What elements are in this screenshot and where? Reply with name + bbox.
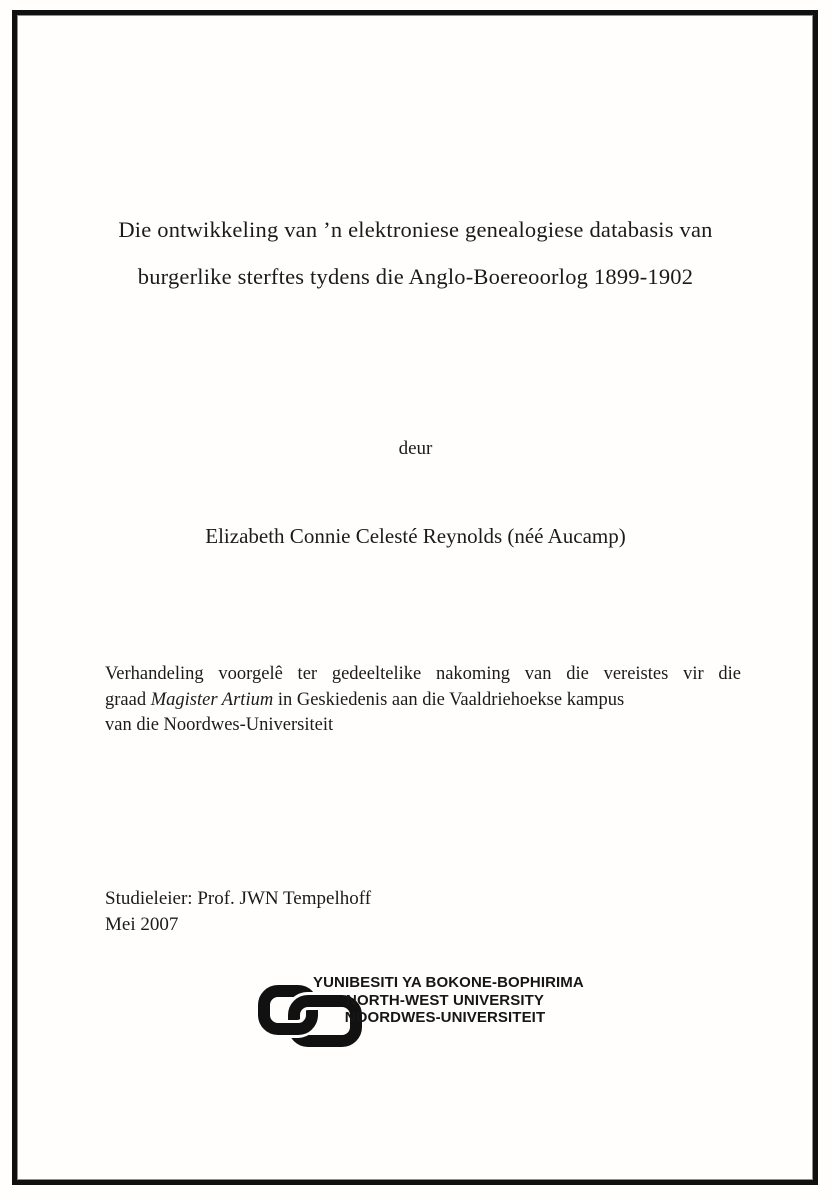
logo-line-english: NORTH-WEST UNIVERSITY <box>346 991 544 1009</box>
degree-statement-line-2 <box>105 688 741 714</box>
nwu-logo-wordmark <box>313 974 584 1027</box>
degree-statement-line-2-suffix: in Geskiedenis aan die Vaaldriehoekse kampus <box>273 689 625 710</box>
supervisor-block <box>105 886 371 938</box>
degree-statement-line-1: Verhandeling voorgelê ter gedeeltelike nakoming van die vereistes vir die <box>105 664 741 684</box>
thesis-title-line-1: Die ontwikkeling van ’n elektroniese genealogiese databasis van <box>118 217 713 242</box>
thesis-title-line-2: burgerlike sterftes tydens die Anglo-Boereoorlog 1899-1902 <box>137 264 694 289</box>
date-line: Mei 2007 <box>105 914 179 935</box>
degree-statement-line-3: van die Noordwes-Universiteit <box>105 715 334 735</box>
thesis-title <box>60 206 771 300</box>
degree-name-italic: Magister Artium <box>150 689 274 710</box>
supervisor-line: Studieleier: Prof. JWN Tempelhoff <box>105 888 372 909</box>
byline-deur: deur <box>398 438 433 459</box>
author-name: Elizabeth Connie Celesté Reynolds (néé Aucamp) <box>205 524 626 548</box>
degree-statement-line-2-prefix: graad <box>105 689 151 710</box>
degree-statement <box>105 662 741 739</box>
logo-line-setswana: YUNIBESITI YA BOKONE-BOPHIRIMA <box>313 974 584 991</box>
logo-line-afrikaans: NOORDWES-UNIVERSITEIT <box>344 1009 546 1026</box>
